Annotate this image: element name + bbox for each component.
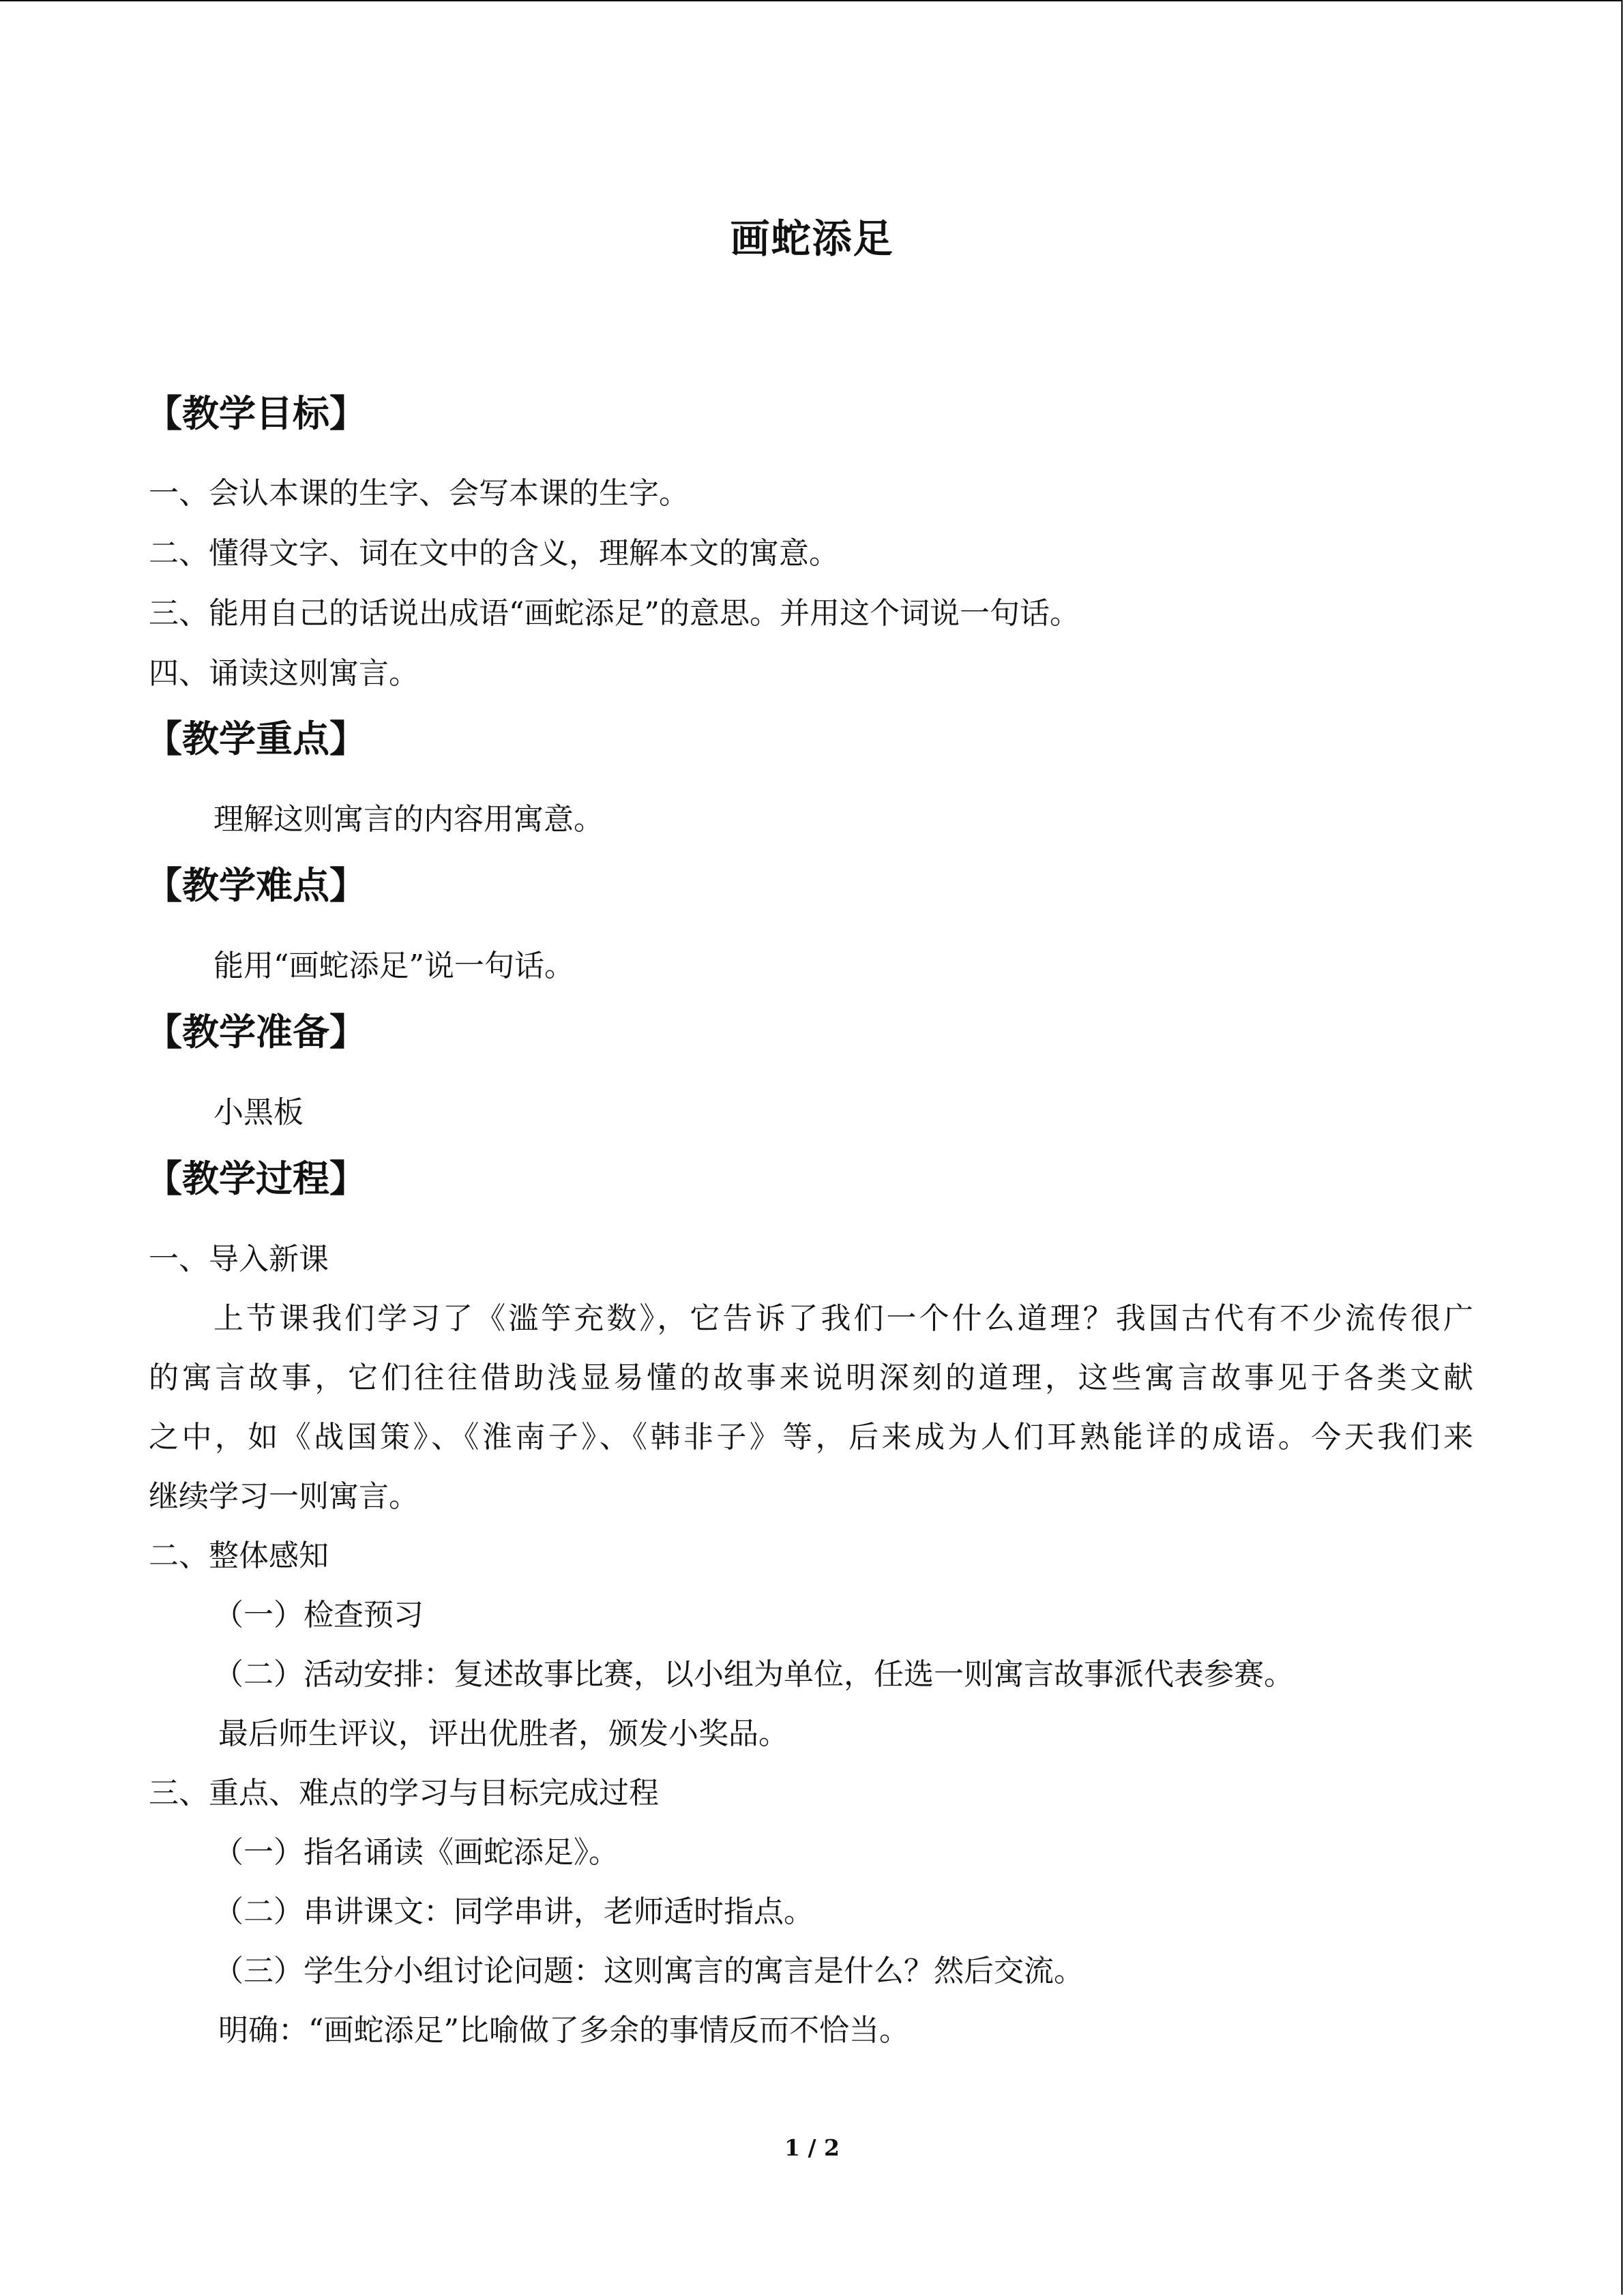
step-3-item-2: （二）串讲课文：同学串讲，老师适时指点。 [213, 1894, 814, 1929]
goal-item-2: 二、懂得文字、词在文中的含义，理解本文的寓意。 [149, 536, 839, 571]
heading-teaching-goals: 【教学目标】 [145, 391, 366, 435]
intro-paragraph-line-3: 之中，如《战国策》、《淮南子》、《韩非子》等，后来成为人们耳熟能详的成语。今天我们来 [149, 1420, 1473, 1455]
difficulties-text: 能用“画蛇添足”说一句话。 [213, 949, 574, 983]
step-3-item-1: （一）指名诵读《画蛇添足》。 [213, 1835, 619, 1870]
key-points-text: 理解这则寓言的内容用寓意。 [213, 802, 604, 837]
process-step-2-title: 二、整体感知 [149, 1538, 329, 1573]
goal-item-4: 四、诵读这则寓言。 [149, 656, 419, 691]
heading-difficulties: 【教学难点】 [145, 863, 366, 907]
step-3-conclusion: 明确：“画蛇添足”比喻做了多余的事情反而不恰当。 [218, 2013, 909, 2048]
page-number: 1 / 2 [784, 2134, 840, 2161]
step-3-item-3: （三）学生分小组讨论问题：这则寓言的寓言是什么？然后交流。 [213, 1954, 1084, 1988]
heading-process: 【教学过程】 [145, 1157, 366, 1200]
heading-key-points: 【教学重点】 [145, 717, 366, 760]
step-2-item-1: （一）检查预习 [213, 1598, 424, 1632]
intro-paragraph-line-4: 继续学习一则寓言。 [149, 1479, 419, 1514]
process-step-1-title: 一、导入新课 [149, 1242, 329, 1277]
preparation-text: 小黑板 [213, 1095, 304, 1130]
goal-item-1: 一、会认本课的生字、会写本课的生字。 [149, 476, 689, 511]
goal-item-3: 三、能用自己的话说出成语“画蛇添足”的意思。并用这个词说一句话。 [149, 596, 1080, 631]
step-2-item-2: （二）活动安排：复述故事比赛，以小组为单位，任选一则寓言故事派代表参赛。 [213, 1657, 1294, 1692]
heading-preparation: 【教学准备】 [145, 1010, 366, 1054]
intro-paragraph-line-2: 的寓言故事，它们往往借助浅显易懂的故事来说明深刻的道理，这些寓言故事见于各类文献 [149, 1360, 1473, 1395]
intro-paragraph-line-1: 上节课我们学习了《滥竽充数》，它告诉了我们一个什么道理？我国古代有不少流传很广 [213, 1301, 1473, 1336]
document-title: 画蛇添足 [730, 215, 894, 262]
step-2-note: 最后师生评议，评出优胜者，颁发小奖品。 [218, 1716, 788, 1751]
process-step-3-title: 三、重点、难点的学习与目标完成过程 [149, 1776, 659, 1810]
